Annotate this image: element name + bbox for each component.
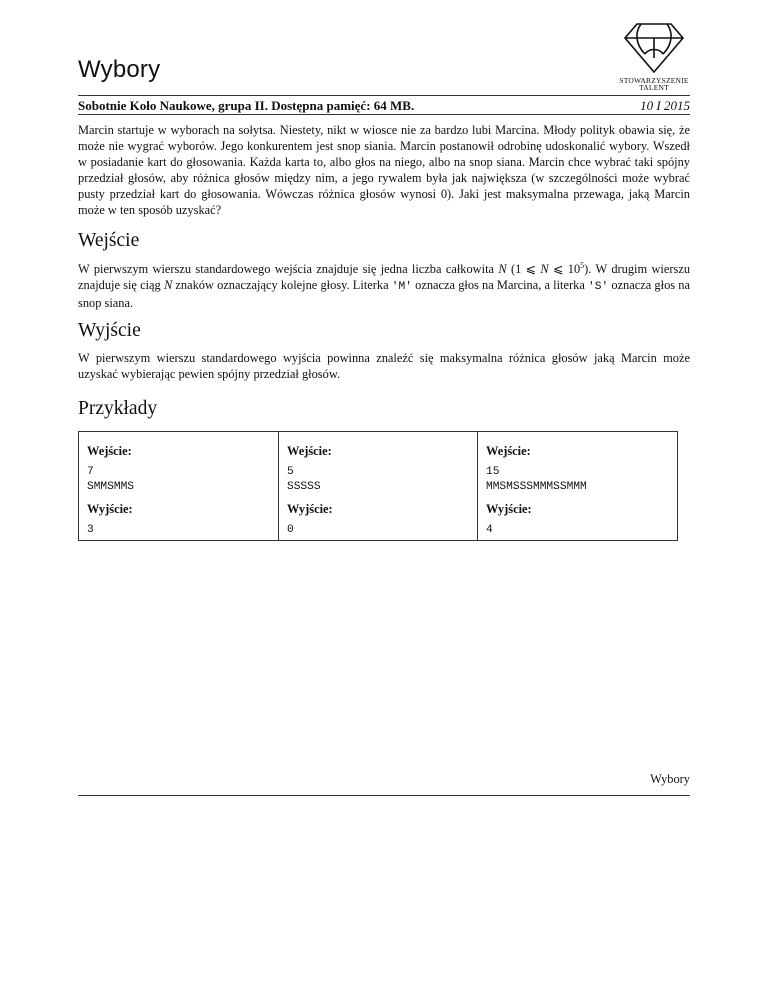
input-text-part: ⩽ 10 bbox=[548, 262, 581, 277]
logo-text-line2: TALENT bbox=[639, 83, 669, 92]
code-s: 'S' bbox=[588, 281, 609, 294]
example-input-label: Wejście: bbox=[87, 444, 132, 458]
var-n: N bbox=[540, 262, 549, 277]
code-m: 'M' bbox=[391, 281, 412, 294]
footer-title: Wybory bbox=[650, 772, 690, 786]
example-output-label: Wyjście: bbox=[87, 502, 133, 516]
example-input-line1: 7 bbox=[87, 466, 94, 478]
example-output-label: Wyjście: bbox=[486, 502, 532, 516]
stowarzyszenie-talent-logo bbox=[615, 18, 693, 92]
problem-statement: Marcin startuje w wyborach na sołytsa. Niestety, nikt w wiosce nie za bardzo lubi Marcina. Młody polityk obawia się, że może nie wygrać wyborów. Jego konkurentem jest snop siania. Marcin postanowił odrobinę udoskonalić wybory. Wszedł w posiadanie kart do głosowania. Każda karta to, albo głos na niego, albo na snop siana. Marcin chce wybrać taki spójny przedział głosów, aby różnica głosów między nim, a jego rywalem była jak największa (w szczególności może wybrać pusty przedział kart do głosowania. Wówczas różnica głosów wynosi 0). Jaki jest maksymalna przewaga, jaką Marcin może w ten sposób uzyskać? bbox=[78, 123, 690, 217]
input-description bbox=[78, 258, 690, 311]
example-input-line2: SSSSS bbox=[287, 481, 321, 493]
example-column bbox=[278, 432, 478, 540]
contest-info: Sobotnie Koło Naukowe, grupa II. Dostępna pamięć: 64 MB. bbox=[78, 98, 415, 113]
example-column bbox=[477, 432, 677, 540]
input-text-part: oznacza głos na snop siana. bbox=[78, 278, 690, 311]
example-output-value: 4 bbox=[486, 524, 493, 536]
example-input-line1: 5 bbox=[287, 466, 294, 478]
logo-text-line1: STOWARZYSZENIE bbox=[619, 76, 689, 85]
example-output-value: 3 bbox=[87, 524, 94, 536]
contest-date: 10 I 2015 bbox=[640, 98, 690, 113]
examples-table bbox=[78, 431, 678, 541]
example-input-label: Wejście: bbox=[287, 444, 332, 458]
diamond-logo-icon bbox=[621, 18, 687, 76]
output-description: W pierwszym wierszu standardowego wyjścia powinna znaleźć się maksymalna różnica głosów jaką Marcin może uzyskać wybierając pewien spójny przedział głosów. bbox=[78, 351, 690, 381]
input-text-part: ). W drugim wierszu znajduje się ciąg bbox=[78, 262, 691, 293]
example-column bbox=[79, 432, 278, 540]
examples-heading: Przykłady bbox=[78, 398, 158, 419]
input-text-part: oznacza głos na Marcina, a literka bbox=[411, 278, 589, 293]
example-input-line1: 15 bbox=[486, 466, 500, 478]
input-heading: Wejście bbox=[78, 230, 140, 251]
exponent: 5 bbox=[580, 261, 585, 270]
example-input-label: Wejście: bbox=[486, 444, 531, 458]
var-n: N bbox=[498, 262, 507, 277]
header-bottom-rule bbox=[78, 114, 690, 115]
example-input-line2: MMSMSSSMMMSSMMM bbox=[486, 481, 587, 493]
example-output-label: Wyjście: bbox=[287, 502, 333, 516]
header-top-rule bbox=[78, 95, 690, 96]
input-text-part: W pierwszym wierszu standardowego wejścia znajduje się jedna liczba całkowita bbox=[78, 262, 499, 277]
input-text-part: znaków oznaczający kolejne głosy. Literka bbox=[172, 278, 392, 293]
problem-page bbox=[78, 0, 690, 994]
example-input-line2: SMMSMMS bbox=[87, 481, 134, 493]
page-title: Wybory bbox=[78, 56, 161, 83]
var-n: N bbox=[163, 278, 173, 293]
example-output-value: 0 bbox=[287, 524, 294, 536]
footer-rule bbox=[78, 795, 690, 796]
output-heading: Wyjście bbox=[78, 320, 141, 341]
input-text-part: (1 ⩽ bbox=[506, 262, 541, 277]
